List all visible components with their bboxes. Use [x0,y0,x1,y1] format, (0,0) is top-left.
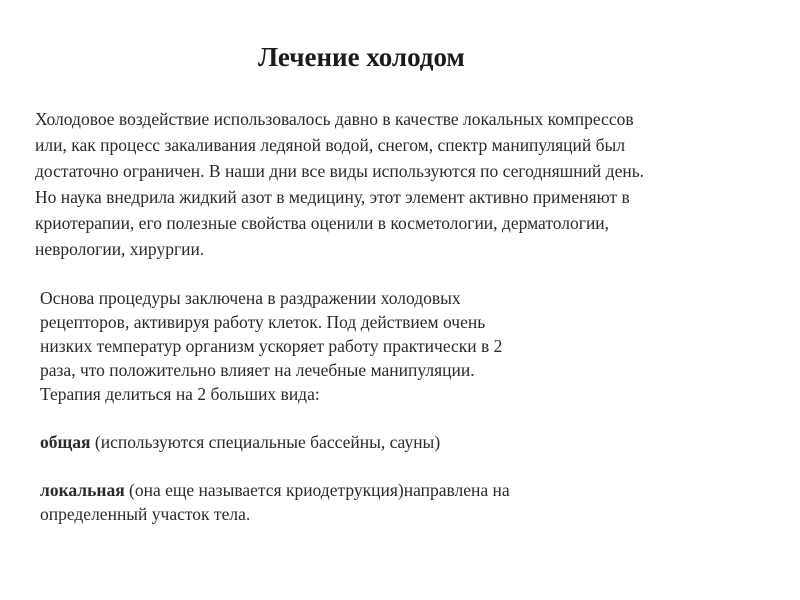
intro-paragraph [35,106,765,262]
intro-line: достаточно ограничен. В наши дни все виды используются по сегодняшний день. [35,161,645,181]
intro-line: криотерапии, его полезные свойства оценили в косметологии, дерматологии, [35,213,610,233]
procedure-text-block [40,286,600,526]
intro-line: Но наука внедрила жидкий азот в медицину, этот элемент активно применяют в [35,187,630,207]
therapy-type-local [40,478,600,502]
therapy-type-description: (используются специальные бассейны, сауны) [90,432,441,452]
body-line: рецепторов, активируя работу клеток. Под действием очень [40,312,486,332]
therapy-type-term: локальная [40,480,125,500]
body-line: раза, что положительно влияет на лечебные манипуляции. [40,360,475,380]
body-line: Основа процедуры заключена в раздражении холодовых [40,288,461,308]
therapy-type-general [40,430,600,454]
therapy-type-description: (она еще называется криодетрукция)направлена на [124,480,510,500]
spacer [40,454,600,478]
body-line: низких температур организм ускоряет работу практически в 2 [40,336,503,356]
therapy-type-term: общая [40,432,91,452]
therapy-type-description-continued: определенный участок тела. [40,504,251,524]
intro-line: Холодовое воздействие использовалось давно в качестве локальных компрессов [35,109,634,129]
slide-title: Лечение холодом [258,42,465,72]
intro-line: неврологии, хирургии. [35,239,205,259]
intro-line: или, как процесс закаливания ледяной водой, снегом, спектр манипуляций был [35,135,626,155]
spacer [40,406,600,430]
body-line: Терапия делиться на 2 больших вида: [40,384,320,404]
